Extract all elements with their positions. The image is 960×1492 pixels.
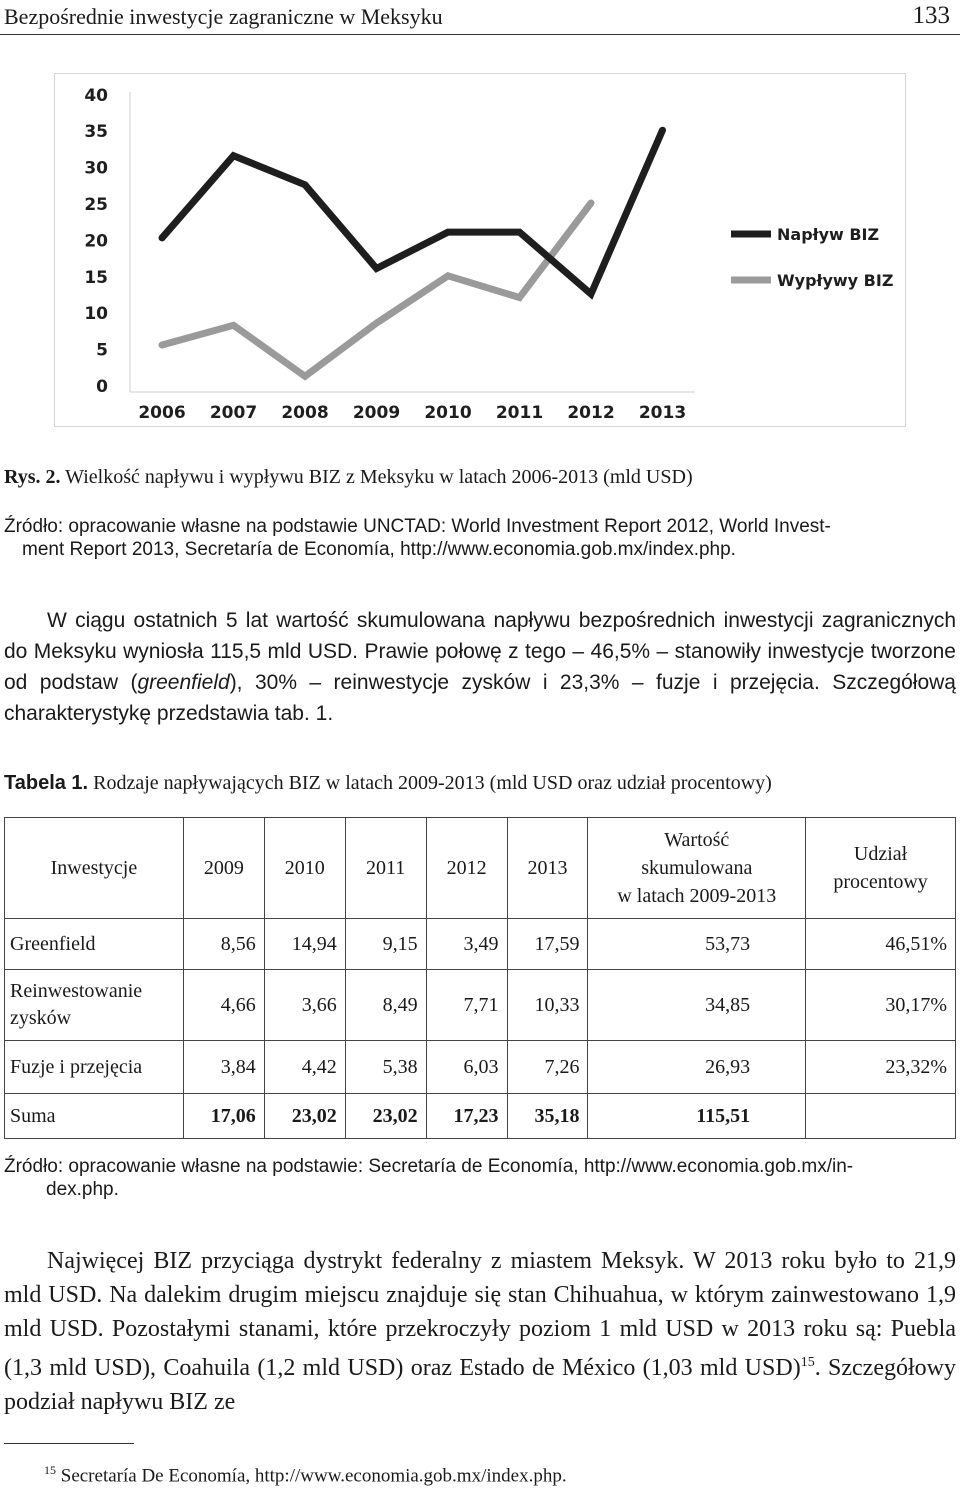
y-tick-label: 25 [84, 195, 108, 215]
header-share-line: procentowy [833, 871, 928, 893]
table-cell: 7,71 [426, 970, 507, 1041]
y-tick-label: 0 [96, 377, 108, 397]
header-year: 2009 [183, 818, 264, 919]
table-cell [806, 1094, 956, 1139]
table-row [5, 1041, 956, 1094]
table-caption [4, 772, 772, 795]
y-tick-label: 20 [84, 231, 108, 252]
figure-source [4, 515, 956, 561]
table-caption-label: Tabela 1. [4, 772, 89, 794]
row-label [5, 1094, 184, 1139]
paragraph-1-part-a: W ciągu ostatnich 5 lat wartość skumulowana napływu bezpośrednich inwestycji zagranicznych do Meksyku wyniosła 115,5 mld USD. Prawie połowę z tego – 46,5% – stanowiły inwestycje tworzone od podstaw ( [4, 609, 956, 694]
legend-label: Napływ BIZ [777, 225, 880, 244]
footnote-rule [4, 1443, 134, 1444]
y-tick-label: 15 [84, 267, 108, 288]
table-cell: 6,03 [426, 1041, 507, 1094]
table-row-total [5, 1094, 956, 1139]
table-cell: 5,38 [345, 1041, 426, 1094]
table-cell: 30,17% [806, 970, 956, 1041]
table-cell: 8,56 [183, 919, 264, 970]
series-line [162, 203, 591, 376]
header-cumulative [588, 818, 806, 919]
paragraph-1 [4, 605, 956, 729]
footnote-number: 15 [44, 1463, 56, 1477]
header-cumulative-line: Wartość [664, 829, 730, 851]
footnote-reference[interactable]: 15 [800, 1355, 815, 1370]
table-cell: 35,18 [507, 1094, 588, 1139]
header-share-line: Udział [853, 843, 908, 865]
row-label [5, 1041, 184, 1094]
y-tick-label: 30 [84, 158, 108, 179]
y-tick-label: 35 [84, 122, 108, 143]
row-label-line: Greenfield [10, 932, 96, 955]
row-label [5, 919, 184, 970]
table-cell: 9,15 [345, 919, 426, 970]
table-cell: 17,59 [507, 919, 588, 970]
x-tick-label: 2009 [352, 403, 401, 423]
table-cell: 14,94 [264, 919, 345, 970]
table-cell: 17,06 [183, 1094, 264, 1139]
figure-source-line-1: Źródło: opracowanie własne na podstawie UNCTAD: World Investment Report 2012, World Invest- [4, 516, 831, 537]
header-rule [0, 34, 960, 35]
table-cell: 4,66 [183, 970, 264, 1041]
line-chart [54, 73, 906, 427]
header-share [806, 818, 956, 919]
x-tick-label: 2008 [281, 403, 329, 423]
header-cumulative-line: w latach 2009-2013 [617, 885, 777, 907]
table-cell: 53,73 [588, 919, 806, 970]
row-label-line: Reinwestowanie [10, 980, 143, 1002]
legend-label: Wypływy BIZ [777, 271, 894, 290]
table-cell: 3,84 [183, 1041, 264, 1094]
x-tick-label: 2011 [495, 403, 544, 423]
table-source-line-2: dex.php. [46, 1179, 119, 1200]
header-year: 2011 [345, 818, 426, 919]
y-tick-label: 40 [84, 85, 108, 106]
header-cumulative-line: skumulowana [641, 857, 753, 879]
table-cell: 4,42 [264, 1041, 345, 1094]
figure-source-line-2: ment Report 2013, Secretaría de Economía, http://www.economia.gob.mx/index.php. [22, 539, 736, 560]
investment-table [4, 817, 956, 1139]
y-tick-label: 10 [84, 304, 108, 325]
table-header-row [5, 818, 956, 919]
table-caption-text: Rodzaje napływających BIZ w latach 2009-2013 (mld USD oraz udział procentowy) [88, 772, 772, 794]
table-cell: 7,26 [507, 1041, 588, 1094]
row-label-line: Suma [10, 1104, 56, 1127]
paragraph-2-text: Najwięcej BIZ przyciąga dystrykt federalny z miastem Meksyk. W 2013 roku było to 21,9 mld USD. Na dalekim drugim miejscu znajduje się stan Chihuahua, w którym zainwestowano 1,9 mld USD. Pozostałymi stanami, które przekroczyły poziom 1 mld USD w 2013 roku są: Puebla (1,3 mld USD), Coahuila (1,2 mld USD) oraz Estado de México (1,03 mld USD) [4, 1248, 956, 1381]
figure-caption-text: Wielkość napływu i wypływu BIZ z Meksyku w latach 2006-2013 (mld USD) [60, 466, 693, 488]
x-tick-label: 2013 [638, 403, 687, 423]
paragraph-2 [4, 1244, 956, 1419]
row-label-line: zysków [10, 1007, 72, 1029]
table-cell: 115,51 [588, 1094, 806, 1139]
header-year: 2013 [507, 818, 588, 919]
header-year: 2012 [426, 818, 507, 919]
x-tick-label: 2007 [209, 403, 258, 423]
table-cell: 3,66 [264, 970, 345, 1041]
table-cell: 10,33 [507, 970, 588, 1041]
table-cell: 17,23 [426, 1094, 507, 1139]
table-row [5, 919, 956, 970]
figure-caption [4, 466, 693, 489]
x-tick-label: 2010 [424, 403, 472, 423]
paragraph-1-part-b: ), 30% – reinwestycje zysków i 23,3% – fuzje i przejęcia. Szczegółową charakterystykę przedstawia tab. 1. [4, 671, 956, 725]
page-number: 133 [912, 2, 950, 29]
row-label [5, 970, 184, 1041]
footnote-text: Secretaría De Economía, http://www.economia.gob.mx/index.php. [56, 1465, 567, 1487]
table-cell: 23,02 [264, 1094, 345, 1139]
table-cell: 26,93 [588, 1041, 806, 1094]
header-inwestycje: Inwestycje [5, 818, 184, 919]
paragraph-2-text-after: . Szczegółowy podział napływu BIZ ze [4, 1355, 956, 1415]
x-tick-label: 2006 [138, 403, 186, 423]
table-cell: 23,32% [806, 1041, 956, 1094]
row-label-line: Fuzje i przejęcia [10, 1055, 143, 1078]
table-cell: 34,85 [588, 970, 806, 1041]
table-cell: 46,51% [806, 919, 956, 970]
table-source [4, 1155, 956, 1201]
footnote [44, 1463, 567, 1487]
line-chart-svg [55, 74, 905, 426]
header-year: 2010 [264, 818, 345, 919]
table-cell: 8,49 [345, 970, 426, 1041]
paragraph-1-italic: greenfield [137, 671, 230, 694]
table-row [5, 970, 956, 1041]
table-cell: 3,49 [426, 919, 507, 970]
table-cell: 23,02 [345, 1094, 426, 1139]
running-header-title: Bezpośrednie inwestycje zagraniczne w Meksyku [4, 4, 443, 29]
figure-caption-label: Rys. 2. [4, 466, 61, 488]
table-source-line-1: Źródło: opracowanie własne na podstawie: Secretaría de Economía, http://www.economia.gob.mx/in- [4, 1156, 854, 1177]
x-tick-label: 2012 [567, 403, 615, 423]
y-tick-label: 5 [96, 340, 108, 361]
